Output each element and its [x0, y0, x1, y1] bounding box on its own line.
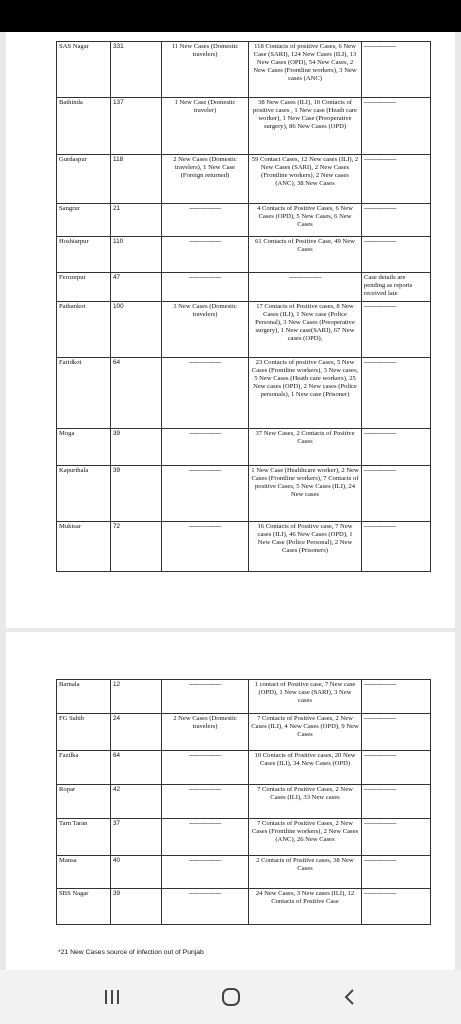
remarks-cell: ----------------- [362, 680, 431, 714]
table-row [57, 273, 431, 302]
table-row [57, 522, 431, 572]
case-details-cell: 7 Contacts of Positive Cases, 2 New Cases (ILI), 33 New cases [249, 785, 362, 819]
table-row [57, 358, 431, 429]
case-count-cell: 21 [111, 204, 162, 237]
district-cases-table-1 [56, 41, 431, 572]
recents-button[interactable] [92, 984, 132, 1010]
remarks-cell: ----------------- [362, 429, 431, 466]
travel-cases-cell: ----------------- [162, 522, 249, 572]
district-name-cell: Ferozepur [57, 273, 111, 302]
remarks-cell: ----------------- [362, 819, 431, 856]
remarks-cell: ----------------- [362, 466, 431, 522]
case-count-cell: 110 [111, 237, 162, 273]
case-details-cell: 7 Contacts of Positive Cases, 2 New Cases (Frontline workers), 2 New Cases (ANC), 26 New Cases [249, 819, 362, 856]
district-name-cell: Kapurthala [57, 466, 111, 522]
remarks-cell: ----------------- [362, 889, 431, 925]
district-name-cell: Muktsar [57, 522, 111, 572]
case-count-cell: 12 [111, 680, 162, 714]
travel-cases-cell: 11 New Cases (Domestic travelers) [162, 42, 249, 98]
back-button[interactable] [330, 984, 370, 1010]
district-name-cell: Gurdaspur [57, 155, 111, 204]
case-details-cell: 1 contact of Positive case, 7 New case (OPD), 1 New case (SARI), 3 New cases [249, 680, 362, 714]
case-count-cell: 64 [111, 751, 162, 785]
table-row [57, 889, 431, 925]
case-details-cell: ----------------- [249, 273, 362, 302]
travel-cases-cell: 2 New Cases (Domestic travelers), 1 New Case (Foreign returned) [162, 155, 249, 204]
case-count-cell: 42 [111, 785, 162, 819]
district-name-cell: SBS Nagar [57, 889, 111, 925]
case-details-cell: 23 Contacts of positive Cases, 5 New Cases (Frontline workers), 3 New cases, 5 New Cases (Heath care workers), 25 New cases (OPD), 2 New cases (Police personals), 1 New case (Prisoner) [249, 358, 362, 429]
navigation-bar [0, 970, 461, 1024]
case-details-cell: 1 New Case (Healthcare worker), 2 New Cases (Frontline workers), 7 Contacts of positive Cases, 5 New Cases (ILI), 24 New cases [249, 466, 362, 522]
travel-cases-cell: ----------------- [162, 785, 249, 819]
district-name-cell: Tarn Taran [57, 819, 111, 856]
case-count-cell: 39 [111, 429, 162, 466]
table-row [57, 856, 431, 889]
case-count-cell: 39 [111, 889, 162, 925]
case-details-cell: 61 Contacts of Positive Case, 49 New Cases [249, 237, 362, 273]
travel-cases-cell: ----------------- [162, 273, 249, 302]
travel-cases-cell: ----------------- [162, 819, 249, 856]
district-name-cell: SAS Nagar [57, 42, 111, 98]
table-row [57, 42, 431, 98]
case-count-cell: 100 [111, 302, 162, 358]
table-row [57, 302, 431, 358]
table-row [57, 466, 431, 522]
travel-cases-cell: ----------------- [162, 358, 249, 429]
travel-cases-cell: ----------------- [162, 680, 249, 714]
remarks-cell: ----------------- [362, 856, 431, 889]
case-details-cell: 16 Contacts of Positive case, 7 New cases (ILI), 46 New Cases (OPD), 1 New Case (Police Personal), 2 New Cases (Prisoners) [249, 522, 362, 572]
case-details-cell: 10 Contacts of Positive cases, 20 New Cases (ILI), 34 New Cases (OPD) [249, 751, 362, 785]
remarks-cell: ----------------- [362, 204, 431, 237]
case-count-cell: 331 [111, 42, 162, 98]
case-count-cell: 24 [111, 714, 162, 751]
case-details-cell: 59 Contact Cases, 12 New cases (ILI), 2 New Cases (SARI), 2 New Cases (Frontline workers), 2 New cases (ANC), 38 New Cases [249, 155, 362, 204]
district-name-cell: Mansa [57, 856, 111, 889]
district-name-cell: Fazilka [57, 751, 111, 785]
case-details-cell: 38 New Cases (ILI), 10 Contacts of positive cases , 1 New case (Heath care worker), 1 New Case (Preoperative surgery), 86 New Cases (OPD) [249, 98, 362, 155]
case-count-cell: 64 [111, 358, 162, 429]
remarks-cell: ----------------- [362, 714, 431, 751]
travel-cases-cell: 2 New Cases (Domestic travelers) [162, 714, 249, 751]
remarks-cell: ----------------- [362, 358, 431, 429]
travel-cases-cell: ----------------- [162, 429, 249, 466]
district-name-cell: Barnala [57, 680, 111, 714]
case-details-cell: 2 Contacts of Positive cases, 38 New Cases [249, 856, 362, 889]
table-row [57, 237, 431, 273]
case-details-cell: 4 Contacts of Positive Cases, 6 New Cases (OPD), 5 New Cases, 6 New Cases [249, 204, 362, 237]
district-name-cell: Bathinda [57, 98, 111, 155]
remarks-cell: ----------------- [362, 522, 431, 572]
district-name-cell: FG Sahib [57, 714, 111, 751]
case-details-cell: 24 New Cases, 3 New cases (ILI), 12 Contacts of Positive Case [249, 889, 362, 925]
case-count-cell: 40 [111, 856, 162, 889]
case-details-cell: 17 Contacts of Positive cases, 8 New Cases (ILI), 1 New case (Police Personal), 3 New Cases (Preoperative surgery), 1 New case(SARI), 67 New cases (OPD), [249, 302, 362, 358]
travel-cases-cell: ----------------- [162, 889, 249, 925]
remarks-cell: Case details are pending as reports received late [362, 273, 431, 302]
district-name-cell: Moga [57, 429, 111, 466]
remarks-cell: ----------------- [362, 42, 431, 98]
case-count-cell: 72 [111, 522, 162, 572]
footnote: *21 New Cases source of infection out of Punjab [58, 949, 204, 956]
district-name-cell: Ropar [57, 785, 111, 819]
case-count-cell: 47 [111, 273, 162, 302]
district-name-cell: Pathankot [57, 302, 111, 358]
table-row [57, 98, 431, 155]
document-page-1 [6, 32, 455, 628]
travel-cases-cell: ----------------- [162, 237, 249, 273]
case-count-cell: 137 [111, 98, 162, 155]
case-details-cell: 7 Contacts of Positive Cases, 2 New Cases (ILI), 4 New Cases (OPD), 9 New Cases [249, 714, 362, 751]
table-row [57, 819, 431, 856]
travel-cases-cell: 3 New Cases (Domestic travelers) [162, 302, 249, 358]
case-count-cell: 118 [111, 155, 162, 204]
back-icon [343, 988, 357, 1006]
remarks-cell: ----------------- [362, 785, 431, 819]
case-count-cell: 39 [111, 466, 162, 522]
table-row [57, 785, 431, 819]
home-icon [221, 987, 241, 1007]
remarks-cell: ----------------- [362, 98, 431, 155]
travel-cases-cell: ----------------- [162, 204, 249, 237]
table-row [57, 751, 431, 785]
remarks-cell: ----------------- [362, 751, 431, 785]
remarks-cell: ----------------- [362, 155, 431, 204]
travel-cases-cell: 1 New Case (Domestic traveler) [162, 98, 249, 155]
document-page-2 [6, 632, 455, 970]
case-count-cell: 37 [111, 819, 162, 856]
remarks-cell: ----------------- [362, 237, 431, 273]
home-button[interactable] [211, 984, 251, 1010]
district-name-cell: Hoshiarpur [57, 237, 111, 273]
table-row [57, 155, 431, 204]
table-row [57, 204, 431, 237]
table-row [57, 680, 431, 714]
remarks-cell: ----------------- [362, 302, 431, 358]
travel-cases-cell: ----------------- [162, 856, 249, 889]
travel-cases-cell: ----------------- [162, 751, 249, 785]
district-name-cell: Sangrur [57, 204, 111, 237]
case-details-cell: 37 New Cases, 2 Contacts of Positive Cases [249, 429, 362, 466]
status-bar [0, 0, 461, 32]
table-row [57, 714, 431, 751]
travel-cases-cell: ----------------- [162, 466, 249, 522]
recents-icon [103, 989, 121, 1005]
district-cases-table-2 [56, 679, 431, 925]
district-name-cell: Faridkot [57, 358, 111, 429]
case-details-cell: 118 Contacts of positive Cases, 6 New Case (SARI), 124 New Cases (ILI), 13 New Cases (OPD), 54 New Cases, 2 New Cases (Frontline workers), 3 New cases (ANC) [249, 42, 362, 98]
table-row [57, 429, 431, 466]
